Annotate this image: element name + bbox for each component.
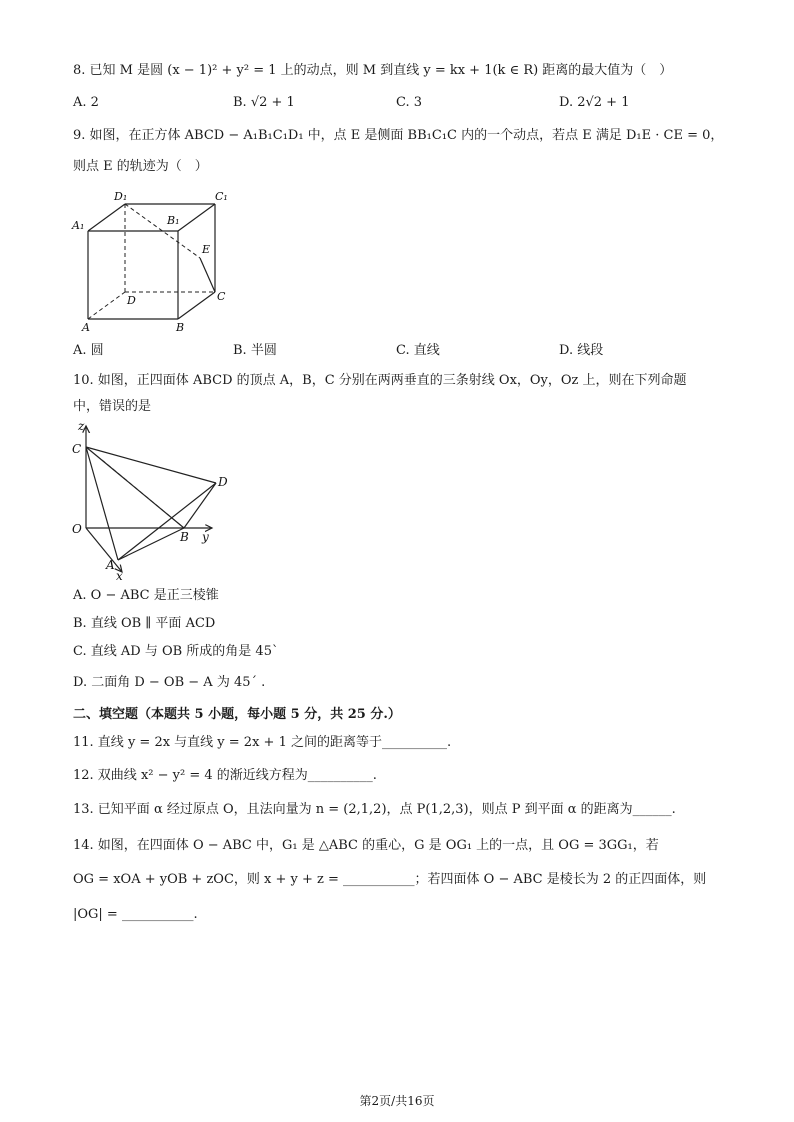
edge-ad	[118, 483, 216, 560]
segment-ec	[200, 258, 215, 292]
q10-option-c: C. 直线 AD 与 OB 所成的角是 45`	[73, 644, 279, 659]
q8-option-b: B. √2 + 1	[233, 95, 295, 110]
q8-stem: 8. 已知 M 是圆 (x − 1)² + y² = 1 上的动点，则 M 到直线 y = kx + 1(k ∈ R) 距离的最大值为（ ）	[73, 63, 673, 78]
label-o: O	[72, 522, 82, 536]
q10-stem-line1: 10. 如图，正四面体 ABCD 的顶点 A，B，C 分别在两两垂直的三条射线 Ox，Oy，Oz 上，则在下列命题	[73, 373, 687, 388]
label-d: D	[127, 294, 136, 307]
q9-option-a: A. 圆	[73, 343, 104, 358]
edge-bd	[184, 483, 216, 528]
edge-b1c1	[178, 204, 215, 231]
q14-line3: |OG| = ___________.	[73, 907, 198, 922]
q13-text: 13. 已知平面 α 经过原点 O，且法向量为 n = (2,1,2)，点 P(1,2,3)，则点 P 到平面 α 的距离为______.	[73, 802, 676, 817]
q9-option-b: B. 半圆	[233, 343, 277, 358]
q10-option-a: A. O − ABC 是正三棱锥	[73, 588, 219, 603]
q9-stem-line1: 9. 如图，在正方体 ABCD − A₁B₁C₁D₁ 中，点 E 是侧面 BB₁C₁C 内的一个动点，若点 E 满足 D₁E · CE = 0，	[73, 128, 724, 143]
q14-line1: 14. 如图，在四面体 O − ABC 中，G₁ 是 △ABC 的重心，G 是 OG₁ 上的一点，且 OG = 3GG₁，若	[73, 838, 659, 853]
q11-text: 11. 直线 y = 2x 与直线 y = 2x + 1 之间的距离等于__________.	[73, 735, 452, 750]
q8-option-a: A. 2	[73, 95, 99, 110]
edge-ab	[118, 528, 184, 560]
q9-option-d: D. 线段	[559, 343, 604, 358]
label-x: x	[116, 569, 123, 582]
q10-option-d: D. 二面角 D − OB − A 为 45´ .	[73, 675, 266, 690]
label-a1: A₁	[72, 219, 85, 232]
label-a: A	[82, 321, 90, 334]
label-d: D	[218, 475, 228, 489]
edge-bc	[178, 292, 215, 319]
q9-cube-figure	[70, 186, 240, 334]
label-b1: B₁	[167, 214, 180, 227]
edge-ca	[86, 447, 118, 560]
q12-text: 12. 双曲线 x² − y² = 4 的渐近线方程为__________.	[73, 768, 377, 783]
label-a: A	[106, 558, 115, 572]
q9-option-c: C. 直线	[396, 343, 440, 358]
q10-option-b: B. 直线 OB ∥ 平面 ACD	[73, 616, 216, 631]
label-y: y	[202, 530, 209, 544]
q8-option-c: C. 3	[396, 95, 423, 110]
label-z: z	[78, 420, 85, 433]
axis-x	[86, 528, 122, 572]
label-e: E	[202, 243, 211, 256]
q8-option-d: D. 2√2 + 1	[559, 95, 630, 110]
label-c: C	[217, 290, 226, 303]
label-b: B	[180, 530, 189, 544]
q9-options	[73, 342, 673, 360]
q8-options	[73, 94, 673, 112]
edge-ad-hidden	[88, 292, 125, 319]
q14-line2: OG = xOA + yOB + zOC，则 x + y + z = ___________；若四面体 O − ABC 是棱长为 2 的正四面体，则	[73, 872, 707, 887]
label-c: C	[72, 442, 82, 456]
page-footer: 第2页/共16页	[359, 1094, 435, 1108]
edge-a1d1	[88, 204, 125, 231]
edge-cd	[86, 447, 216, 483]
q10-tetrahedron-figure	[66, 420, 236, 582]
q9-stem-line2: 则点 E 的轨迹为（ ）	[73, 159, 208, 174]
label-b: B	[176, 321, 185, 334]
label-d1: D₁	[114, 190, 128, 203]
section2-title: 二、填空题（本题共 5 小题，每小题 5 分，共 25 分.）	[73, 707, 401, 722]
label-c1: C₁	[215, 190, 228, 203]
q10-stem-line2: 中，错误的是	[73, 399, 152, 414]
